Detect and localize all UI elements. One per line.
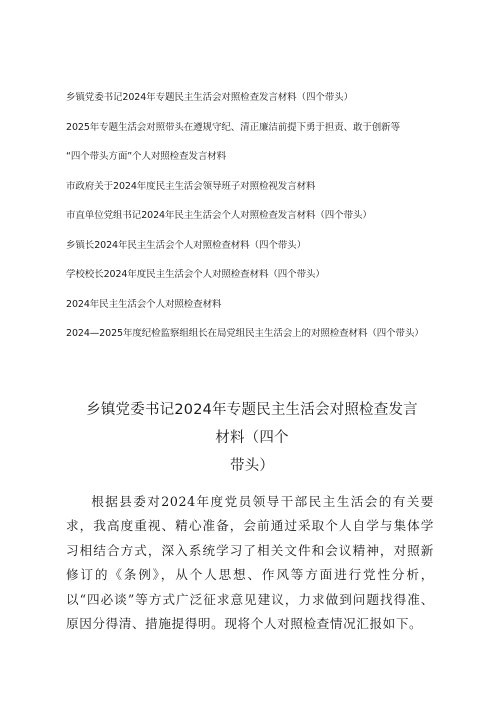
toc-item[interactable]: 乡镇党委书记2024年专题民主生活会对照检查发言材料（四个带头） <box>66 92 353 103</box>
toc-item[interactable]: 市直单位党组书记2024年民主生活会个人对照检查发言材料（四个带头） <box>66 210 372 221</box>
body-paragraph: 根据县委对2024年度党员领导干部民主生活会的有关要求，我高度重视、精心准备，会前通过采取个人自学与集体学习相结合方式，深入系统学习了相关文件和会议精神，对照新修订的《条例》，从个人思想、作风等方面进行党性分析，以“四必谈”等方式广泛征求意见建议，力求做到问题找得准、原因分得清、措施提得明。现将个人对照检查情况汇报如下。 <box>66 494 434 632</box>
toc-item[interactable]: 市政府关于2024年度民主生活会领导班子对照检视发言材料 <box>66 180 316 192</box>
toc-item[interactable]: 2024—2025年度纪检监察组组长在局党组民主生活会上的对照检查材料（四个带头） <box>66 328 424 339</box>
toc-item[interactable]: 学校校长2024年度民主生活会个人对照检查材料（四个带头） <box>66 269 325 280</box>
toc-item[interactable]: 2024年民主生活会个人对照检查材料 <box>66 298 222 310</box>
table-of-contents <box>66 92 486 358</box>
document-title <box>82 396 422 480</box>
toc-item[interactable]: “四个带头方面”个人对照检查发言材料 <box>66 151 227 162</box>
document-title-line: 带头） <box>229 458 275 474</box>
document-title-line: 乡镇党委书记2024年专题民主生活会对照检查发言材料（四个 <box>86 402 418 446</box>
toc-item[interactable]: 2025年专题生活会对照带头在遵规守纪、清正廉洁前提下勇于担责、敢于创新等 <box>66 121 400 133</box>
toc-item[interactable]: 乡镇长2024年民主生活会个人对照检查材料（四个带头） <box>66 239 306 251</box>
